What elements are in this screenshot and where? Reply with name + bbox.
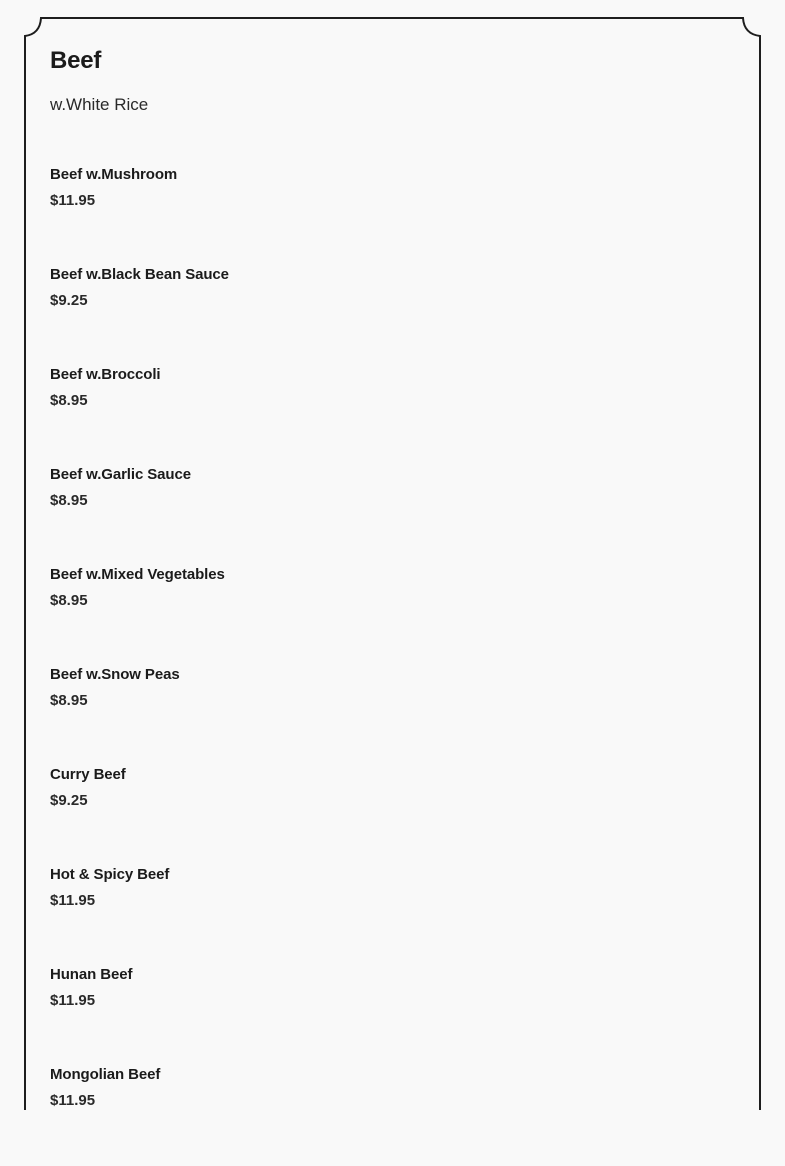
menu-item-name: Beef w.Black Bean Sauce xyxy=(50,266,229,283)
menu-item[interactable] xyxy=(50,166,229,266)
menu-item-price: $8.95 xyxy=(50,392,88,409)
menu-item-name: Beef w.Snow Peas xyxy=(50,666,180,683)
menu-item-name: Hot & Spicy Beef xyxy=(50,866,170,883)
menu-item-name: Beef w.Broccoli xyxy=(50,366,161,383)
menu-item-price: $8.95 xyxy=(50,592,88,609)
menu-item-price: $11.95 xyxy=(50,1092,96,1109)
menu-item-name: Beef w.Mushroom xyxy=(50,166,178,183)
category-title: Beef xyxy=(50,47,102,74)
menu-item[interactable] xyxy=(50,766,229,866)
menu-item[interactable] xyxy=(50,966,229,1066)
menu-item-price: $8.95 xyxy=(50,692,88,709)
menu-item-name: Curry Beef xyxy=(50,766,126,783)
menu-item-price: $9.25 xyxy=(50,792,88,809)
category-subtitle: w.White Rice xyxy=(50,95,149,114)
menu-item-price: $9.25 xyxy=(50,292,88,309)
menu-item[interactable] xyxy=(50,366,229,466)
menu-item[interactable] xyxy=(50,566,229,666)
menu-item-list xyxy=(50,166,229,1166)
menu-item-price: $8.95 xyxy=(50,492,88,509)
menu-item-name: Beef w.Garlic Sauce xyxy=(50,466,191,483)
menu-item-price: $11.95 xyxy=(50,992,96,1009)
menu-item-name: Beef w.Mixed Vegetables xyxy=(50,566,225,583)
menu-item-price: $11.95 xyxy=(50,892,96,909)
menu-item-name: Hunan Beef xyxy=(50,966,133,983)
menu-item[interactable] xyxy=(50,266,229,366)
menu-item[interactable] xyxy=(50,1066,229,1166)
menu-item[interactable] xyxy=(50,466,229,566)
menu-item[interactable] xyxy=(50,666,229,766)
menu-item-price: $11.95 xyxy=(50,192,96,209)
menu-item[interactable] xyxy=(50,866,229,966)
menu-item-name: Mongolian Beef xyxy=(50,1066,161,1083)
